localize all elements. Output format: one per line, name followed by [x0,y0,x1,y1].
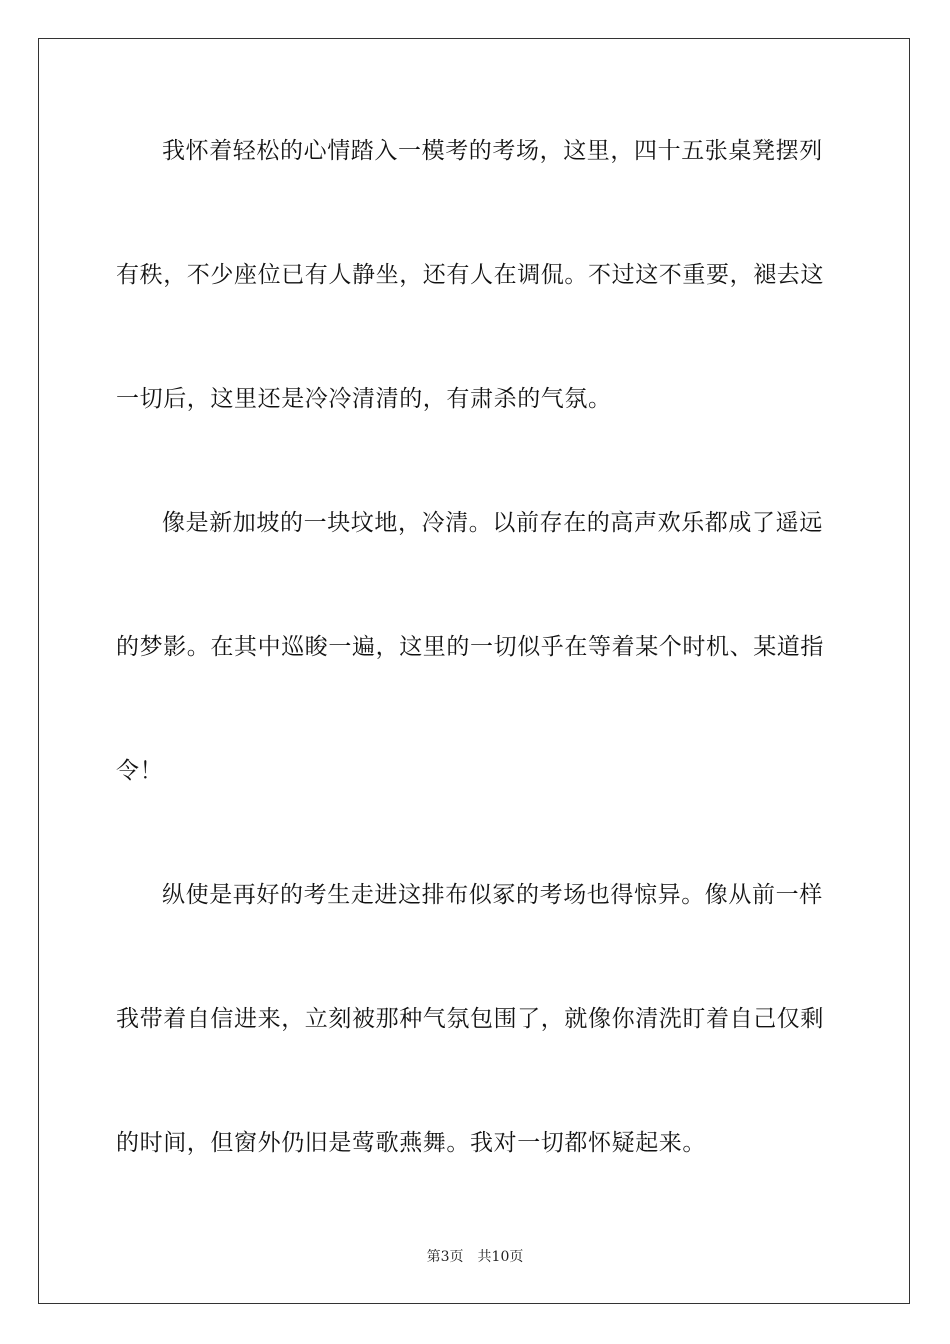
paragraph-2-line-1: 像是新加坡的一块坟地，冷清。以前存在的高声欢乐都成了遥远 [162,510,823,536]
paragraph-1-line-2: 有秩，不少座位已有人静坐，还有人在调侃。不过这不重要，褪去这 [116,262,824,288]
page-frame [38,38,910,1304]
page-number: 第3页 [426,1249,464,1265]
paragraph-1-line-1: 我怀着轻松的心情踏入一模考的考场，这里，四十五张桌凳摆列 [162,138,823,164]
paragraph-3-line-1: 纵使是再好的考生走进这排布似冢的考场也得惊异。像从前一样 [162,882,823,908]
paragraph-3-line-3: 的时间，但窗外仍旧是莺歌燕舞。我对一切都怀疑起来。 [116,1130,706,1156]
paragraph-2-line-2: 的梦影。在其中巡睃一遍，这里的一切似乎在等着某个时机、某道指 [116,634,824,660]
paragraph-1-line-3: 一切后，这里还是冷冷清清的，有肃杀的气氛。 [116,386,612,412]
page-footer [0,1248,950,1266]
paragraph-3-line-2: 我带着自信进来，立刻被那种气氛包围了，就像你清洗盯着自己仅剩 [116,1006,824,1032]
page-total: 共10页 [477,1249,524,1265]
paragraph-2-line-3: 令！ [116,758,164,784]
